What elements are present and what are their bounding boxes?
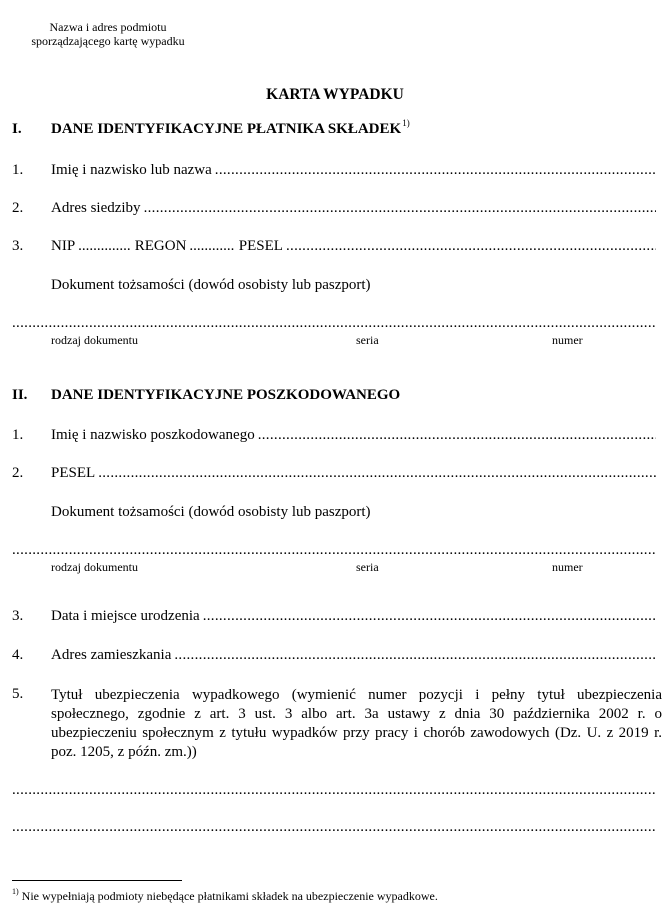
victim-id-document-label: Dokument tożsamości (dowód osobisty lub paszport) [51, 504, 371, 520]
insurance-title-instruction: Tytuł ubezpieczenia wypadkowego (wymienić numer pozycji i pełny tytuł ubezpieczenia społecznego, zgodnie z art. 3 ust. 3 albo art. 3a ustawy z dnia 30 października 2002 r. o ubezpieczeniu społecznym z tytułu wypadków przy pracy i chorób zawodowych (Dz. U. z 2019 r. poz. 1205, z późn. zm.)) [51, 687, 662, 760]
payer-id-document-label: Dokument tożsamości (dowód osobisty lub paszport) [51, 277, 371, 293]
item-number: 2. [12, 200, 24, 216]
payer-name-fill-line[interactable] [215, 162, 656, 179]
caption-document-type: rodzaj dokumentu [51, 333, 138, 347]
victim-name-field[interactable] [12, 427, 656, 447]
footnote-mark: 1) [12, 887, 19, 896]
page-title: KARTA WYPADKU [266, 86, 404, 103]
birth-date-place-field[interactable] [12, 608, 656, 628]
caption-number: numer [552, 560, 583, 574]
payer-address-label: Adres siedziby [51, 200, 141, 216]
section-1-title: DANE IDENTYFIKACYJNE PŁATNIKA SKŁADEK [51, 121, 402, 137]
victim-name-fill-line[interactable] [258, 427, 656, 444]
birth-date-place-fill-line[interactable] [203, 608, 656, 625]
header-note-line2: sporządzającego kartę wypadku [31, 34, 185, 48]
regon-fill-line[interactable] [189, 238, 234, 255]
caption-series: seria [356, 333, 379, 347]
item-number: 4. [12, 647, 24, 663]
nip-fill-line[interactable] [78, 238, 131, 255]
footnote [12, 889, 438, 904]
caption-document-type: rodzaj dokumentu [51, 560, 138, 574]
preparer-name-address-note [18, 20, 198, 48]
home-address-label: Adres zamieszkania [51, 647, 172, 663]
payer-name-field[interactable] [12, 162, 656, 182]
item-number: 2. [12, 465, 24, 481]
section-1-heading [12, 118, 410, 138]
footnote-separator [12, 880, 182, 881]
pesel-label: PESEL [238, 238, 283, 254]
section-1-number: I. [12, 121, 22, 137]
victim-pesel-field[interactable] [12, 465, 656, 485]
section-2-number: II. [12, 387, 28, 403]
payer-id-document-fill-line[interactable] [12, 316, 656, 330]
home-address-fill-line[interactable] [174, 647, 656, 664]
victim-name-label: Imię i nazwisko poszkodowanego [51, 427, 255, 443]
item-number: 1. [12, 162, 24, 178]
insurance-title-fill-line-1[interactable] [12, 783, 656, 797]
birth-date-place-label: Data i miejsce urodzenia [51, 608, 200, 624]
caption-number: numer [552, 333, 583, 347]
payer-address-field[interactable] [12, 200, 656, 220]
section-2-title: DANE IDENTYFIKACYJNE POSZKODOWANEGO [51, 387, 401, 403]
home-address-field[interactable] [12, 647, 656, 667]
victim-pesel-fill-line[interactable] [98, 465, 656, 482]
item-number: 5. [12, 686, 24, 702]
section-1-footnote-mark: 1) [402, 118, 410, 128]
nip-label: NIP [51, 238, 76, 254]
item-number: 1. [12, 427, 24, 443]
header-note-line1: Nazwa i adres podmiotu [49, 20, 167, 34]
regon-label: REGON [134, 238, 187, 254]
footnote-text: Nie wypełniają podmioty niebędące płatnikami składek na ubezpieczenie wypadkowe. [21, 889, 438, 903]
section-2-heading [12, 387, 400, 404]
item-number: 3. [12, 608, 24, 624]
payer-name-label: Imię i nazwisko lub nazwa [51, 162, 212, 178]
insurance-title-fill-line-2[interactable] [12, 820, 656, 834]
payer-pesel-fill-line[interactable] [286, 238, 656, 255]
payer-ids-row [12, 238, 656, 258]
caption-series: seria [356, 560, 379, 574]
payer-address-fill-line[interactable] [144, 200, 656, 217]
victim-id-document-fill-line[interactable] [12, 543, 656, 557]
item-number: 3. [12, 238, 24, 254]
victim-pesel-label: PESEL [51, 465, 96, 481]
